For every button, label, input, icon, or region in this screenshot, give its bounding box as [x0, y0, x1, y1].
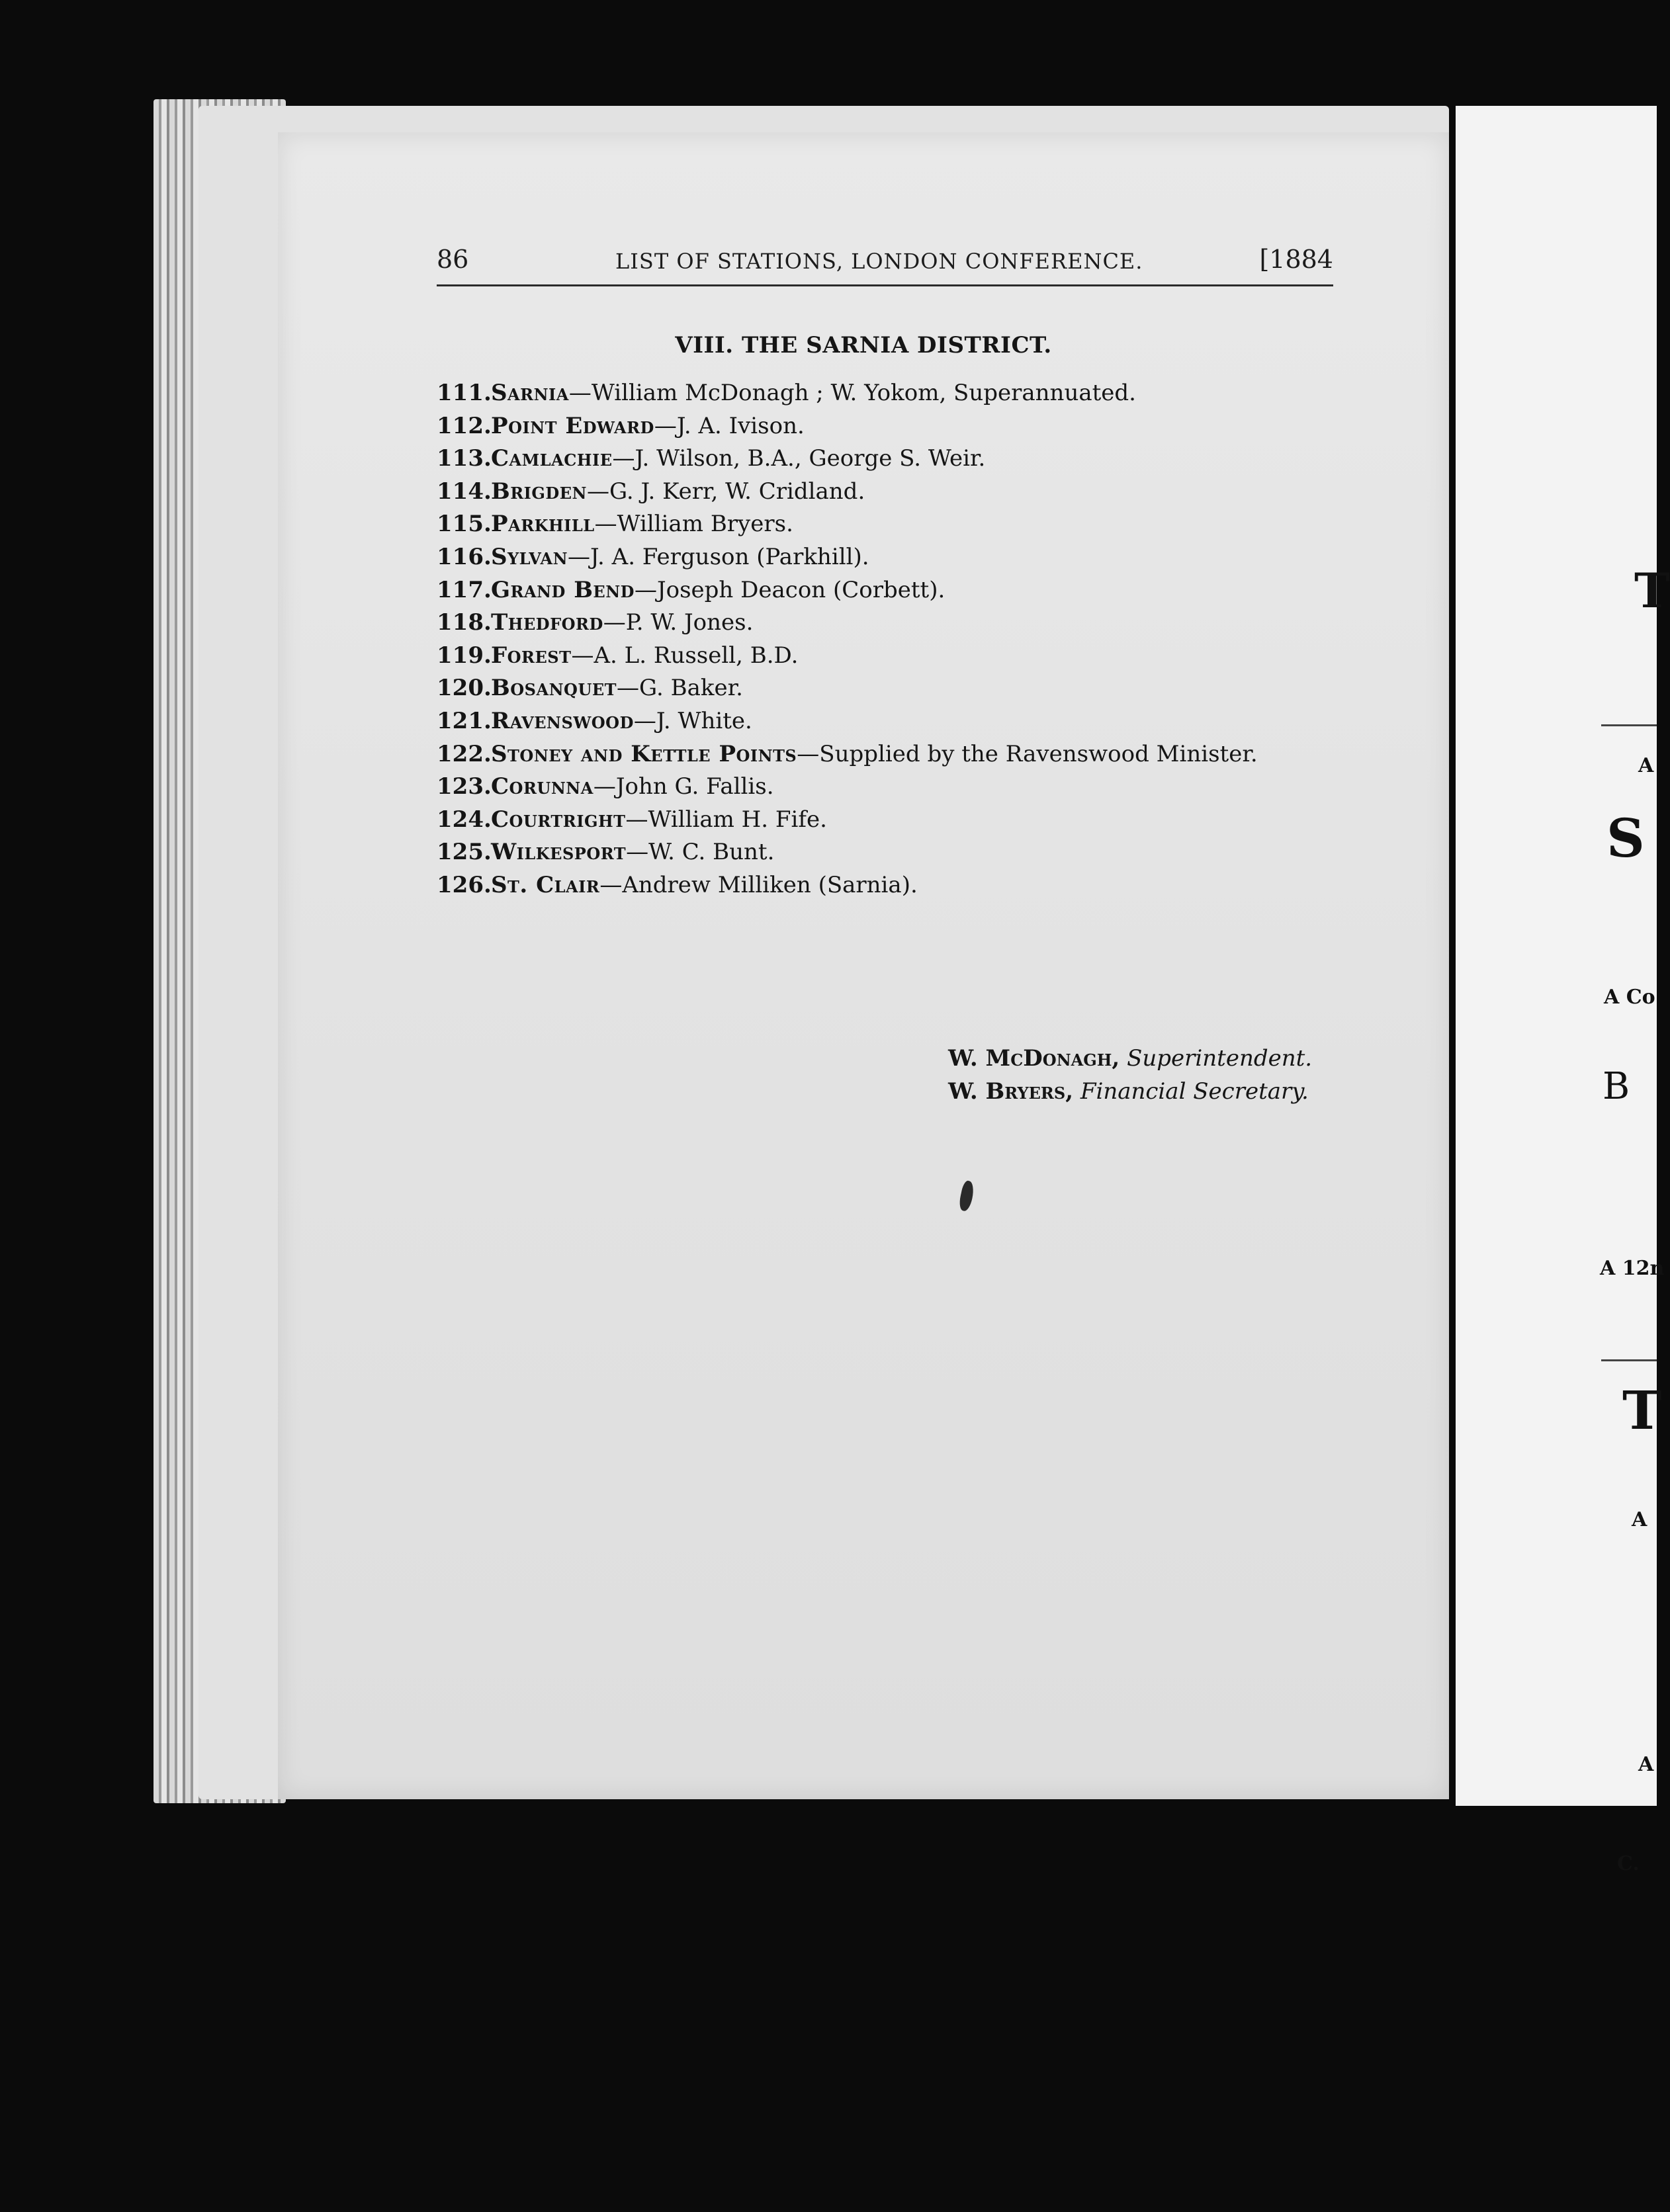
- station-number: 114.: [437, 478, 492, 505]
- adjacent-page-fragment: C.: [1617, 1852, 1640, 1875]
- station-ministers: —G. Baker.: [617, 675, 743, 702]
- station-list: [437, 377, 1363, 902]
- station-number: 118.: [437, 609, 492, 636]
- station-number: 112.: [437, 412, 492, 439]
- adjacent-page-fragment: A 12n: [1600, 1257, 1665, 1280]
- station-number: 125.: [437, 839, 492, 866]
- station-entry: [437, 869, 1363, 902]
- station-name: Stoney and Kettle Points: [491, 740, 797, 767]
- station-number: 121.: [437, 707, 492, 734]
- station-entry: [437, 804, 1363, 837]
- adjacent-page-fragment: T: [1634, 562, 1670, 618]
- station-ministers: —J. A. Ivison.: [654, 412, 805, 439]
- station-number: 113.: [437, 445, 492, 472]
- station-entry: [437, 607, 1363, 640]
- adjacent-page-fragment: A: [1638, 1753, 1654, 1776]
- station-ministers: —William McDonagh ; W. Yokom, Superannuated.: [568, 380, 1136, 406]
- adjacent-page-fragment: T: [1622, 1379, 1662, 1441]
- station-number: 124.: [437, 806, 492, 833]
- station-name: Bosanquet: [491, 675, 617, 702]
- station-number: 123.: [437, 773, 492, 800]
- station-name: Ravenswood: [491, 707, 634, 734]
- page-number: 86: [437, 245, 469, 274]
- station-name: Parkhill: [491, 511, 595, 538]
- adjacent-page: [1456, 106, 1657, 1806]
- signature-superintendent: [948, 1042, 1312, 1075]
- station-entry: [437, 738, 1363, 771]
- station-ministers: —A. L. Russell, B.D.: [571, 642, 799, 669]
- running-title: LIST OF STATIONS, LONDON CONFERENCE.: [615, 249, 1143, 274]
- station-name: Sylvan: [491, 543, 568, 570]
- station-name: Courtright: [491, 806, 626, 833]
- station-name: Thedford: [491, 609, 603, 636]
- running-year: [1884: [1259, 245, 1333, 274]
- station-entry: [437, 771, 1363, 804]
- station-entry: [437, 476, 1363, 509]
- station-ministers: —J. Wilson, B.A., George S. Weir.: [612, 445, 986, 472]
- station-number: 117.: [437, 576, 492, 603]
- signature-name: W. McDonagh,: [948, 1045, 1120, 1072]
- running-head: [437, 245, 1333, 286]
- station-entry: [437, 410, 1363, 443]
- station-ministers: —John G. Fallis.: [593, 773, 774, 800]
- station-ministers: —Joseph Deacon (Corbett).: [634, 576, 945, 603]
- adjacent-page-fragment: A: [1632, 1508, 1648, 1531]
- signature-role: Financial Secretary.: [1080, 1078, 1309, 1105]
- station-entry: [437, 640, 1363, 673]
- station-number: 115.: [437, 511, 492, 538]
- station-entry: [437, 705, 1363, 738]
- adjacent-page-rule: [1601, 724, 1657, 726]
- station-ministers: —J. White.: [633, 707, 752, 734]
- station-name: Brigden: [491, 478, 587, 505]
- adjacent-page-fragment: B: [1603, 1065, 1630, 1108]
- station-ministers: —Supplied by the Ravenswood Minister.: [797, 740, 1258, 767]
- station-ministers: —Andrew Milliken (Sarnia).: [599, 871, 918, 898]
- station-ministers: —P. W. Jones.: [603, 609, 754, 636]
- station-ministers: —William H. Fife.: [625, 806, 827, 833]
- station-number: 119.: [437, 642, 492, 669]
- station-name: Grand Bend: [491, 576, 635, 603]
- adjacent-page-rule: [1601, 1359, 1657, 1361]
- station-name: Point Edward: [491, 412, 654, 439]
- station-entry: [437, 377, 1363, 410]
- station-number: 120.: [437, 675, 492, 702]
- adjacent-page-fragment: A: [1638, 754, 1654, 777]
- signature-block: [948, 1042, 1312, 1108]
- station-ministers: —W. C. Bunt.: [626, 839, 775, 866]
- station-ministers: —William Bryers.: [594, 511, 793, 538]
- station-entry: [437, 836, 1363, 869]
- book-page: [278, 132, 1449, 1799]
- station-number: 126.: [437, 871, 492, 898]
- station-entry: [437, 508, 1363, 541]
- station-entry: [437, 443, 1363, 476]
- station-number: 122.: [437, 740, 492, 767]
- station-entry: [437, 541, 1363, 574]
- station-name: Camlachie: [491, 445, 613, 472]
- station-name: Sarnia: [491, 380, 569, 406]
- station-name: Wilkesport: [491, 839, 627, 866]
- ink-blot: [957, 1180, 975, 1212]
- adjacent-page-fragment: S: [1606, 807, 1645, 869]
- station-number: 116.: [437, 543, 492, 570]
- signature-financial-secretary: [948, 1075, 1312, 1108]
- signature-role: Superintendent.: [1127, 1045, 1313, 1072]
- station-ministers: —J. A. Ferguson (Parkhill).: [568, 543, 869, 570]
- district-heading: VIII. THE SARNIA DISTRICT.: [675, 332, 1052, 359]
- station-entry: [437, 672, 1363, 705]
- station-ministers: —G. J. Kerr, W. Cridland.: [586, 478, 865, 505]
- station-number: 111.: [437, 380, 492, 406]
- station-name: St. Clair: [491, 871, 600, 898]
- signature-name: W. Bryers,: [948, 1078, 1074, 1105]
- adjacent-page-fragment: A Co: [1604, 986, 1655, 1009]
- station-entry: [437, 574, 1363, 607]
- station-name: Corunna: [491, 773, 593, 800]
- station-name: Forest: [491, 642, 572, 669]
